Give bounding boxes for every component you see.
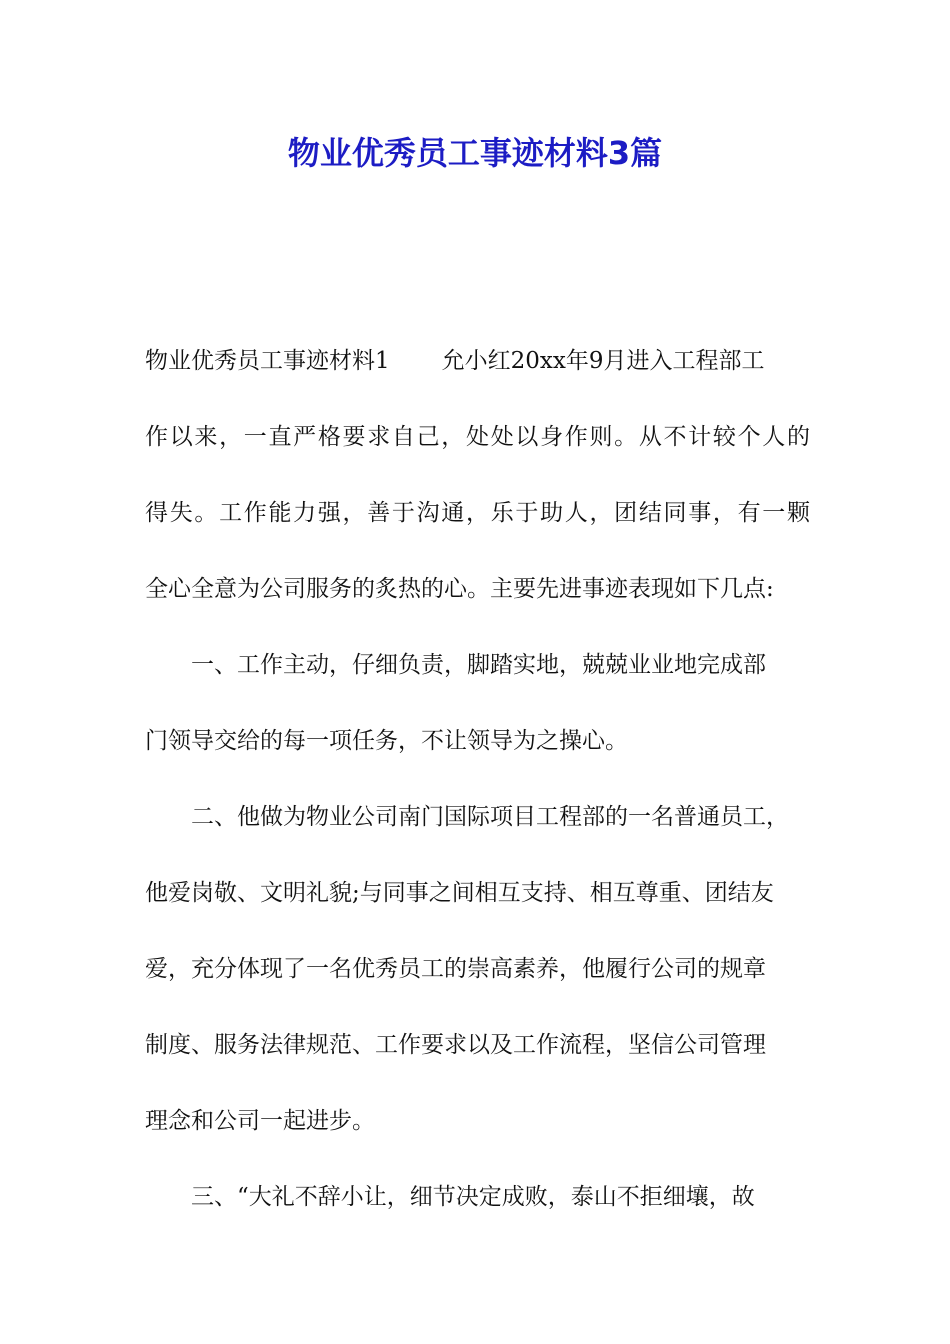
paragraph-line: 他爱岗敬、文明礼貌;与同事之间相互支持、相互尊重、团结友 xyxy=(145,880,774,906)
paragraph-line: 一、工作主动，仔细负责，脚踏实地，兢兢业业地完成部 xyxy=(191,652,766,678)
paragraph-text: 允小红20xx年9月进入工程部工 xyxy=(441,348,765,374)
paragraph-line xyxy=(145,337,810,413)
document-title: 物业优秀员工事迹材料3篇 xyxy=(287,134,663,172)
section-heading: 物业优秀员工事迹材料1 xyxy=(145,348,390,374)
paragraph-line: 理念和公司一起进步。 xyxy=(145,1108,375,1134)
paragraph-line: 得失。工作能力强，善于沟通，乐于助人，团结同事，有一颗 xyxy=(145,500,810,526)
paragraph-line: 全心全意为公司服务的炙热的心。主要先进事迹表现如下几点: xyxy=(145,576,774,602)
paragraph-line: 制度、服务法律规范、工作要求以及工作流程，坚信公司管理 xyxy=(145,1032,766,1058)
paragraph-line: 二、他做为物业公司南门国际项目工程部的一名普通员工， xyxy=(191,804,789,830)
paragraph-line: 爱，充分体现了一名优秀员工的崇高素养，他履行公司的规章 xyxy=(145,956,766,982)
paragraph-line: 门领导交给的每一项任务，不让领导为之操心。 xyxy=(145,728,628,754)
document-body xyxy=(145,337,810,1249)
paragraph-line: 三、“大礼不辞小让，细节决定成败，泰山不拒细壤，故 xyxy=(191,1184,755,1210)
paragraph-line: 作以来，一直严格要求自己，处处以身作则。从不计较个人的 xyxy=(145,424,810,450)
